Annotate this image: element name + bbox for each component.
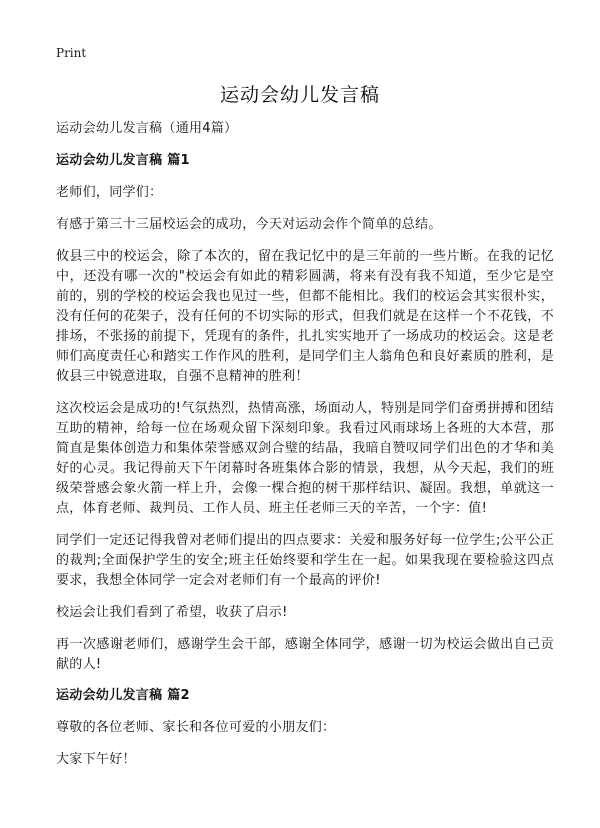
section-heading: 运动会幼儿发言稿 篇2 xyxy=(56,688,190,703)
paragraph: 再一次感谢老师们，感谢学生会干部，感谢全体同学，感谢一切为校运会做出自己贡献的人! xyxy=(56,637,554,672)
paragraph: 攸县三中的校运会，除了本次的，留在我记忆中的是三年前的一些片断。在我的记忆中，还没有哪一次的"校运会有如此的精彩圆满，将来有没有我不知道，至少它是空前的，别的学校的校运会我也见过一些，但都不能相比。我们的校运会其实很朴实，没有任何的花架子，没有任何的不切实际的形式，但我们就是在这样一个不花钱，不排场，不张扬的前提下，凭现有的条件，扎扎实实地开了一场成功的校运会。这是老师们高度责任心和踏实工作作风的胜利，是同学们主人翁角色和良好素质的胜利，是攸县三中锐意进取，自强不息精神的胜利！ xyxy=(56,249,554,384)
paragraph: 这次校运会是成功的!气氛热烈，热情高涨，场面动人，特别是同学们奋勇拼搏和团结互助的精神，给每一位在场观众留下深刻印象。我看过风雨球场上各班的大本营，那简直是集体创造力和集体荣誉感双剑合璧的结晶，我暗自赞叹同学们出色的才华和美好的心灵。我记得前天下午闭幕时各班集体合影的情景，我想，从今天起，我们的班级荣誉感会象火箭一样上升，会像一棵合抱的树干那样结识、凝固。我想，单就这一点，体育老师、裁判员、工作人员、班主任老师三天的辛苦，一个字：值! xyxy=(56,401,554,516)
paragraph: 校运会让我们看到了希望，收获了启示! xyxy=(56,605,288,620)
paragraph: 尊敬的各位老师、家长和各位可爱的小朋友们： xyxy=(56,720,336,735)
document-subtitle: 运动会幼儿发言稿（通用4篇） xyxy=(56,121,238,136)
paragraph: 同学们一定还记得我曾对老师们提出的四点要求：关爱和服务好每一位学生;公平公正的裁判;全面保护学生的安全;班主任始终要和学生在一起。如果我现在要检验这四点要求，我想全体同学一定会对老师们有一个最高的评价! xyxy=(56,533,554,588)
document-title: 运动会幼儿发言稿 xyxy=(219,84,380,106)
print-link[interactable]: Print xyxy=(56,46,87,60)
document-body xyxy=(56,119,554,782)
paragraph: 有感于第三十三届校运会的成功，今天对运动会作个简单的总结。 xyxy=(56,217,442,232)
paragraph: 大家下午好！ xyxy=(56,752,136,767)
paragraph: 老师们，同学们： xyxy=(56,185,163,200)
section-heading: 运动会幼儿发言稿 篇1 xyxy=(56,153,190,168)
